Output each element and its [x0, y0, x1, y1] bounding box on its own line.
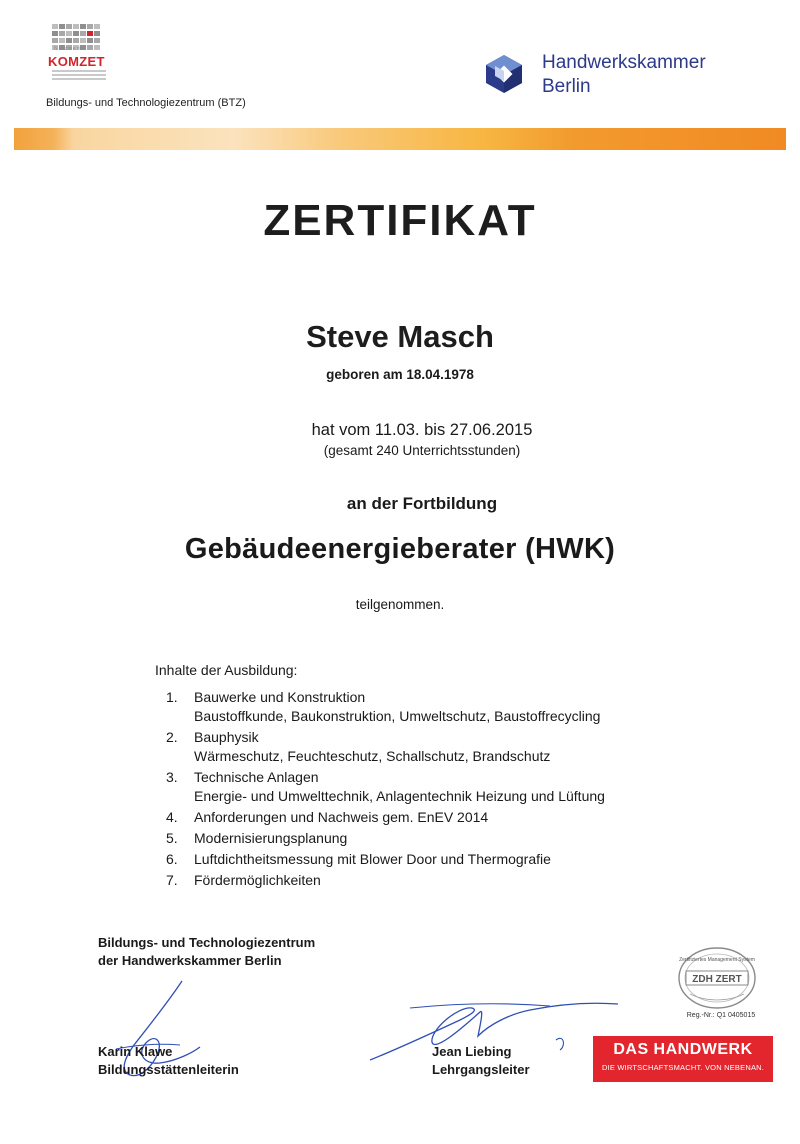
- item-detail: Baustoffkunde, Baukonstruktion, Umweltschutz, Baustoffrecycling: [194, 708, 601, 724]
- btz-line: Bildungs- und Technologiezentrum (BTZ): [46, 97, 246, 109]
- seal-label: ZDH ZERT: [692, 974, 742, 985]
- list-item: [166, 829, 726, 848]
- das-handwerk-badge: [593, 1036, 773, 1082]
- item-number: 4.: [166, 809, 178, 825]
- badge-title: DAS HANDWERK: [613, 1041, 753, 1058]
- item-title: Fördermöglichkeiten: [194, 872, 321, 888]
- hwk-title-line1: Handwerkskammer: [542, 52, 706, 73]
- item-number: 3.: [166, 769, 178, 785]
- course-hours: (gesamt 240 Unterrichtsstunden): [323, 443, 521, 458]
- item-title: Technische Anlagen: [194, 769, 319, 785]
- seal-reg-number: Reg.-Nr.: Q1 0405015: [686, 1012, 756, 1019]
- hwk-cube-icon: [484, 54, 524, 94]
- issuer-line2: der Handwerkskammer Berlin: [98, 953, 282, 968]
- item-title: Luftdichtheitsmessung mit Blower Door und Thermografie: [194, 851, 551, 867]
- color-band: [14, 128, 786, 150]
- komzet-fineprint: [52, 70, 106, 78]
- item-title: Anforderungen und Nachweis gem. EnEV 2014: [194, 809, 489, 825]
- hwk-title-line2: Berlin: [542, 76, 591, 97]
- course-period: hat vom 11.03. bis 27.06.2015: [311, 421, 533, 439]
- signer-role-klawe: Bildungsstättenleiterin: [98, 1062, 239, 1077]
- contents-list: [166, 688, 726, 892]
- komzet-name: KOMZET: [48, 54, 105, 69]
- signer-name-liebing: Jean Liebing: [432, 1044, 512, 1059]
- list-item: [166, 768, 726, 806]
- contents-heading: Inhalte der Ausbildung:: [155, 662, 298, 678]
- certificate-title: ZERTIFIKAT: [263, 196, 537, 245]
- issuer-line1: Bildungs- und Technologiezentrum: [98, 935, 316, 950]
- birth-date: geboren am 18.04.1978: [326, 367, 474, 382]
- badge-subtitle: DIE WIRTSCHAFTSMACHT. VON NEBENAN.: [601, 1063, 765, 1072]
- item-number: 6.: [166, 851, 178, 867]
- list-item: [166, 688, 726, 726]
- training-intro: an der Fortbildung: [346, 494, 498, 513]
- course-name: Gebäudeenergieberater (HWK): [184, 533, 616, 565]
- komzet-logo: [46, 24, 108, 86]
- person-name: Steve Masch: [306, 319, 494, 354]
- item-title: Bauwerke und Konstruktion: [194, 689, 366, 705]
- item-detail: Energie- und Umwelttechnik, Anlagentechnik Heizung und Lüftung: [194, 788, 605, 804]
- item-number: 7.: [166, 872, 178, 888]
- item-title: Bauphysik: [194, 729, 259, 745]
- item-number: 5.: [166, 830, 178, 846]
- list-item: [166, 728, 726, 766]
- signer-name-klawe: Karin Klawe: [98, 1044, 173, 1059]
- item-title: Modernisierungsplanung: [194, 830, 348, 846]
- item-number: 1.: [166, 689, 178, 705]
- item-detail: Wärmeschutz, Feuchteschutz, Schallschutz, Brandschutz: [194, 748, 551, 764]
- signer-role-liebing: Lehrgangsleiter: [432, 1062, 530, 1077]
- list-item: [166, 850, 726, 869]
- list-item: [166, 808, 726, 827]
- hwk-title: [542, 51, 706, 99]
- seal-top-text: Zertifiziertes Management System: [679, 957, 755, 963]
- list-item: [166, 871, 726, 890]
- item-number: 2.: [166, 729, 178, 745]
- participated-text: teilgenommen.: [355, 597, 445, 612]
- komzet-tagline: Netzwerk: [54, 46, 83, 52]
- zdh-zert-seal-icon: [676, 946, 758, 1010]
